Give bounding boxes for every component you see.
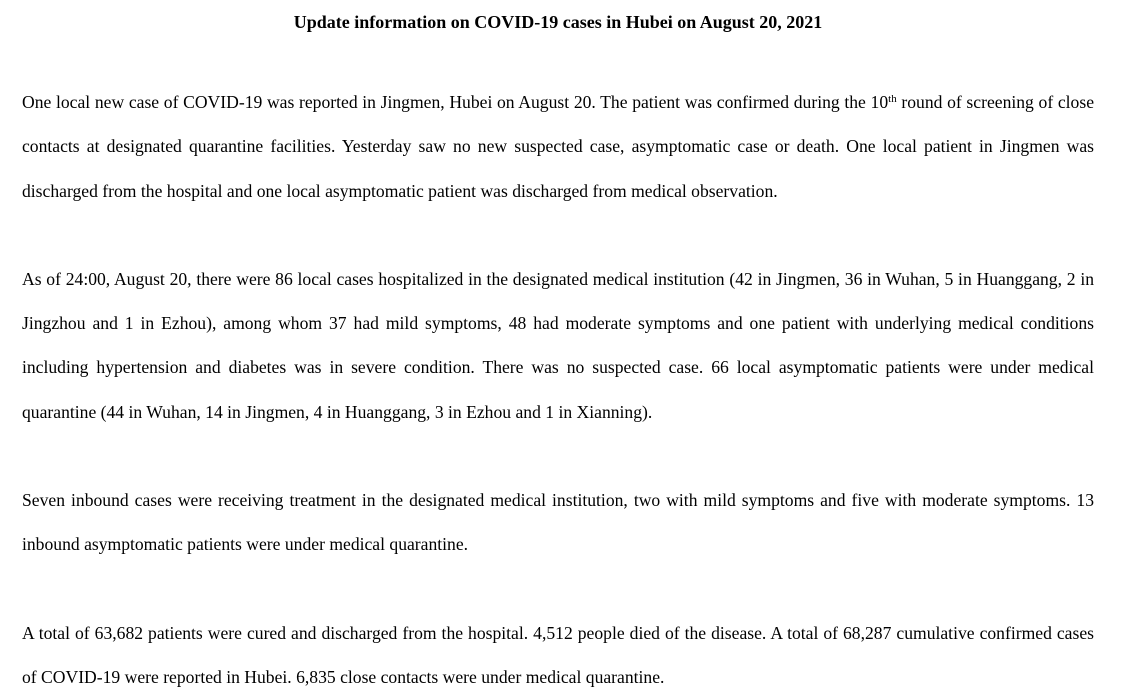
- paragraph-new-cases: [22, 80, 1094, 213]
- document-body: [22, 0, 1094, 699]
- paragraph-inbound-cases: Seven inbound cases were receiving treatment in the designated medical institution, two with mild symptoms and five with moderate symptoms. 13 inbound asymptomatic patients were under medical quarantine.: [22, 490, 1094, 555]
- paragraph-new-cases-text-start: One local new case of COVID-19 was reported in Jingmen, Hubei on August 20. The patient was confirmed during the 10: [22, 92, 889, 112]
- paragraph-hospitalized-cases: As of 24:00, August 20, there were 86 local cases hospitalized in the designated medical institution (42 in Jingmen, 36 in Wuhan, 5 in Huanggang, 2 in Jingzhou and 1 in Ezhou), among whom 37 had mild symptoms, 48 had moderate symptoms and one patient with underlying medical conditions including hypertension and diabetes was in severe condition. There was no suspected case. 66 local asymptomatic patients were under medical quarantine (44 in Wuhan, 14 in Jingmen, 4 in Huanggang, 3 in Ezhou and 1 in Xianning).: [22, 268, 1094, 422]
- paragraph-new-cases-text-end: round of screening of close contacts at designated quarantine facilities. Yesterday saw no new suspected case, asymptomatic case or death. One local patient in Jingmen was discharged from the hospital and one local asymptomatic patient was discharged from medical observation.: [22, 92, 1094, 201]
- paragraph-cumulative-totals: A total of 63,682 patients were cured and discharged from the hospital. 4,512 people died of the disease. A total of 68,287 cumulative confirmed cases of COVID-19 were reported in Hubei. 6,835 close contacts were under medical quarantine.: [22, 622, 1094, 687]
- document-title: Update information on COVID-19 cases in Hubei on August 20, 2021: [293, 12, 823, 32]
- ordinal-suffix: th: [888, 93, 897, 105]
